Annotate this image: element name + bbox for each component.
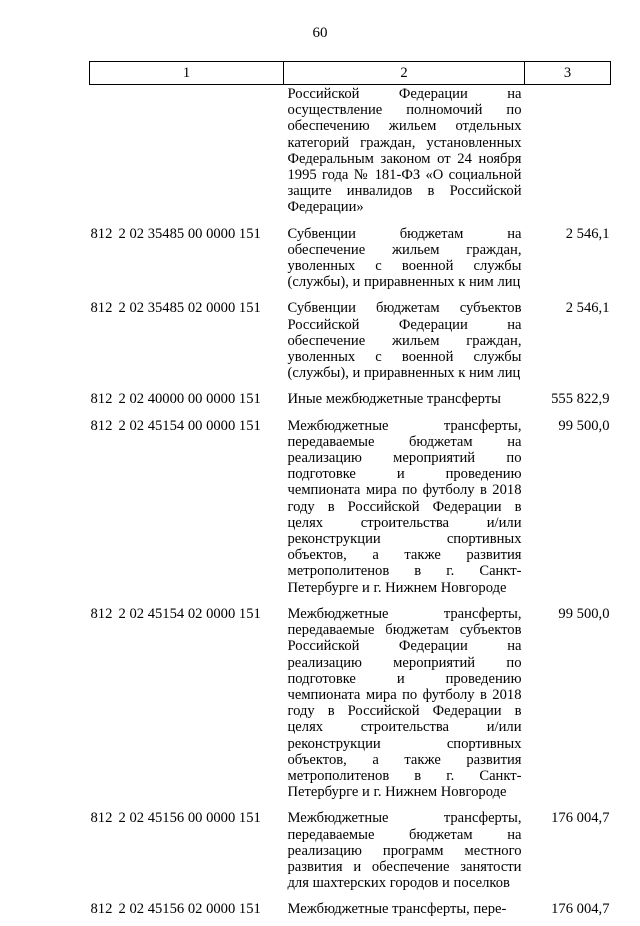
admin-code: 812: [90, 225, 113, 242]
amount-cell: 99 500,0: [558, 417, 610, 434]
amount-cell: 2 546,1: [565, 225, 610, 242]
admin-code: 812: [90, 810, 113, 827]
amount-cell: 99 500,0: [558, 605, 610, 622]
revenue-name: Российской Федерации на осуществление полномочий по обеспечению жильем отдельных категорий граждан, установленных Федеральным законом от 24 ноября 1995 года № 181-ФЗ «О социальной защите инвалидов в Российской Федерации»: [287, 86, 522, 216]
table-header: [90, 62, 611, 85]
column-header-code: 1: [90, 62, 284, 85]
amount-cell: 176 004,7: [551, 901, 610, 918]
revenue-name: Межбюджетные трансферты, передаваемые бюджетам на реализацию мероприятий по подготовке и проведению чемпионата мира по футболу в 2018 году в Российской Федерации в целях строительства и/или реконструкции спортивных объектов, а также развития метрополитенов в г. Санкт-Петербурге и г. Нижнем Новгороде: [287, 417, 522, 596]
admin-code: 812: [90, 300, 113, 317]
table-row: [90, 604, 611, 808]
revenue-code: 2 02 45156 02 0000 151: [118, 901, 261, 918]
revenue-code: 2 02 35485 02 0000 151: [118, 300, 261, 317]
column-header-amount: 3: [525, 62, 611, 85]
budget-revenue-table: [89, 61, 611, 926]
code-cell: [90, 389, 284, 415]
revenue-name: Иные межбюджетные трансферты: [287, 391, 501, 408]
revenue-name: Субвенции бюджетам субъектов Российской Федерации на обеспечение жильем граждан, уволенных с военной службы (службы), и приравненных к ним лиц: [287, 300, 522, 382]
admin-code: 812: [90, 417, 113, 434]
amount-cell: 176 004,7: [551, 810, 610, 827]
revenue-code: 2 02 45156 00 0000 151: [118, 810, 261, 827]
amount-cell: 2 546,1: [565, 300, 610, 317]
page-number: 60: [312, 25, 328, 41]
table-row: [90, 389, 611, 415]
admin-code: 812: [90, 901, 113, 918]
amount-cell: 555 822,9: [551, 391, 610, 408]
code-cell: [90, 416, 284, 604]
code-cell: [90, 85, 284, 224]
code-cell: [90, 224, 284, 299]
revenue-code: 2 02 40000 00 0000 151: [118, 391, 261, 408]
code-cell: [90, 298, 284, 389]
revenue-code: 2 02 45154 02 0000 151: [118, 605, 261, 622]
table-body: [90, 85, 611, 926]
amount-cell: [525, 85, 611, 224]
revenue-code: 2 02 45154 00 0000 151: [118, 417, 261, 434]
revenue-name: Субвенции бюджетам на обеспечение жильем граждан, уволенных с военной службы (службы), и приравненных к ним лиц: [287, 225, 522, 291]
admin-code: 812: [90, 391, 113, 408]
table-row: [90, 298, 611, 389]
code-cell: [90, 604, 284, 808]
code-cell: [90, 808, 284, 899]
code-cell: [90, 899, 284, 925]
table-row: [90, 85, 611, 224]
revenue-name: Межбюджетные трансферты, передаваемые бюджетам субъектов Российской Федерации на реализацию мероприятий по подготовке и проведению чемпионата мира по футболу в 2018 году в Российской Федерации в целях строительства и/или реконструкции спортивных объектов, а также развития метрополитенов в г. Санкт-Петербурге и г. Нижнем Новгороде: [287, 605, 522, 801]
admin-code: 812: [90, 605, 113, 622]
column-header-name: 2: [284, 62, 525, 85]
table-row: [90, 899, 611, 925]
revenue-name: Межбюджетные трансферты, пере-: [287, 901, 507, 918]
revenue-name: Межбюджетные трансферты, передаваемые бюджетам на реализацию программ местного развития и обеспечение занятости для шахтерских городов и поселков: [287, 810, 522, 892]
table-row: [90, 416, 611, 604]
revenue-code: 2 02 35485 00 0000 151: [118, 225, 261, 242]
table-row: [90, 808, 611, 899]
table-header-row: [90, 62, 611, 85]
table-row: [90, 224, 611, 299]
